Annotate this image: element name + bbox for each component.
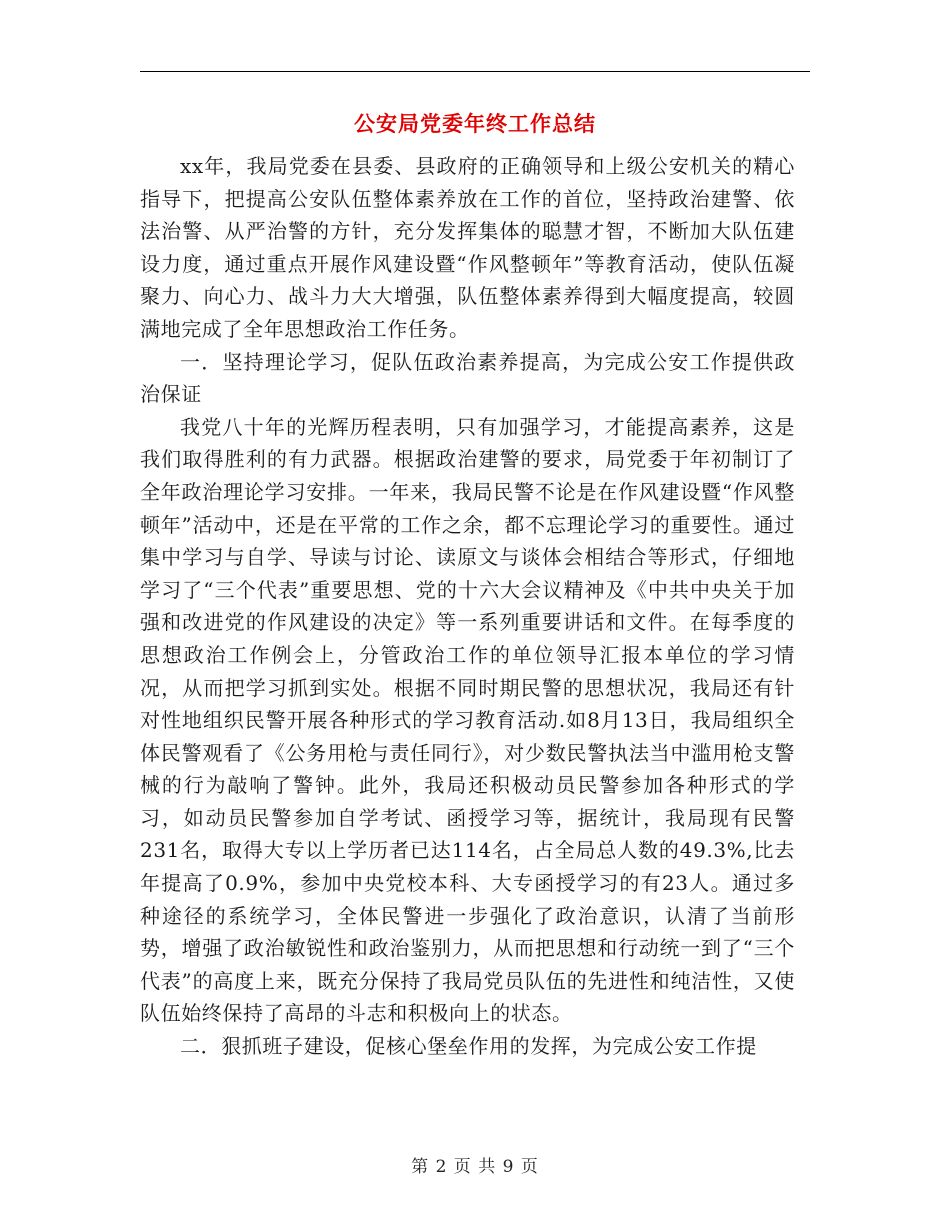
section-heading-1: 一．坚持理论学习，促队伍政治素养提高，为完成公安工作提供政治保证 (140, 349, 795, 407)
paragraph-intro: xx年，我局党委在县委、县政府的正确领导和上级公安机关的精心指导下，把提高公安队伍整体素养放在工作的首位，坚持政治建警、依法治警、从严治警的方针，充分发挥集体的聪慧才智，不断加大队伍建设力度，通过重点开展作风建设暨“作风整顿年”等教育活动，使队伍凝聚力、向心力、战斗力大大增强，队伍整体素养得到大幅度提高，较圆满地完成了全年思想政治工作任务。 (140, 154, 795, 341)
header-rule (140, 71, 810, 72)
document-body (140, 150, 795, 1063)
document-title: 公安局党委年终工作总结 (354, 111, 596, 136)
section-heading-2: 二．狠抓班子建设，促核心堡垒作用的发挥，为完成公安工作提 (180, 1034, 757, 1059)
page-footer: 第 2 页 共 9 页 (411, 1157, 539, 1177)
paragraph-section-1: 我党八十年的光辉历程表明，只有加强学习，才能提高素养，这是我们取得胜利的有力武器。根据政治建警的要求，局党委于年初制订了全年政治理论学习安排。一年来，我局民警不论是在作风建设暨“作风整顿年”活动中，还是在平常的工作之余，都不忘理论学习的重要性。通过集中学习与自学、导读与讨论、读原文与谈体会相结合等形式，仔细地学习了“三个代表”重要思想、党的十六大会议精神及《中共中央关于加强和改进党的作风建设的决定》等一系列重要讲话和文件。在每季度的思想政治工作例会上，分管政治工作的单位领导汇报本单位的学习情况，从而把学习抓到实处。根据不同时期民警的思想状况，我局还有针对性地组织民警开展各种形式的学习教育活动.如8月13日，我局组织全体民警观看了《公务用枪与责任同行》，对少数民警执法当中滥用枪支警械的行为敲响了警钟。此外，我局还积极动员民警参加各种形式的学习，如动员民警参加自学考试、函授学习等，据统计，我局现有民警231名，取得大专以上学历者已达114名，占全局总人数的49.3%,比去年提高了0.9%，参加中央党校本科、大专函授学习的有23人。通过多种途径的系统学习，全体民警进一步强化了政治意识，认清了当前形势，增强了政治敏锐性和政治鉴别力，从而把思想和行动统一到了“三个代表”的高度上来，既充分保持了我局党员队伍的先进性和纯洁性，又使队伍始终保持了高昂的斗志和积极向上的状态。 (140, 414, 795, 1026)
